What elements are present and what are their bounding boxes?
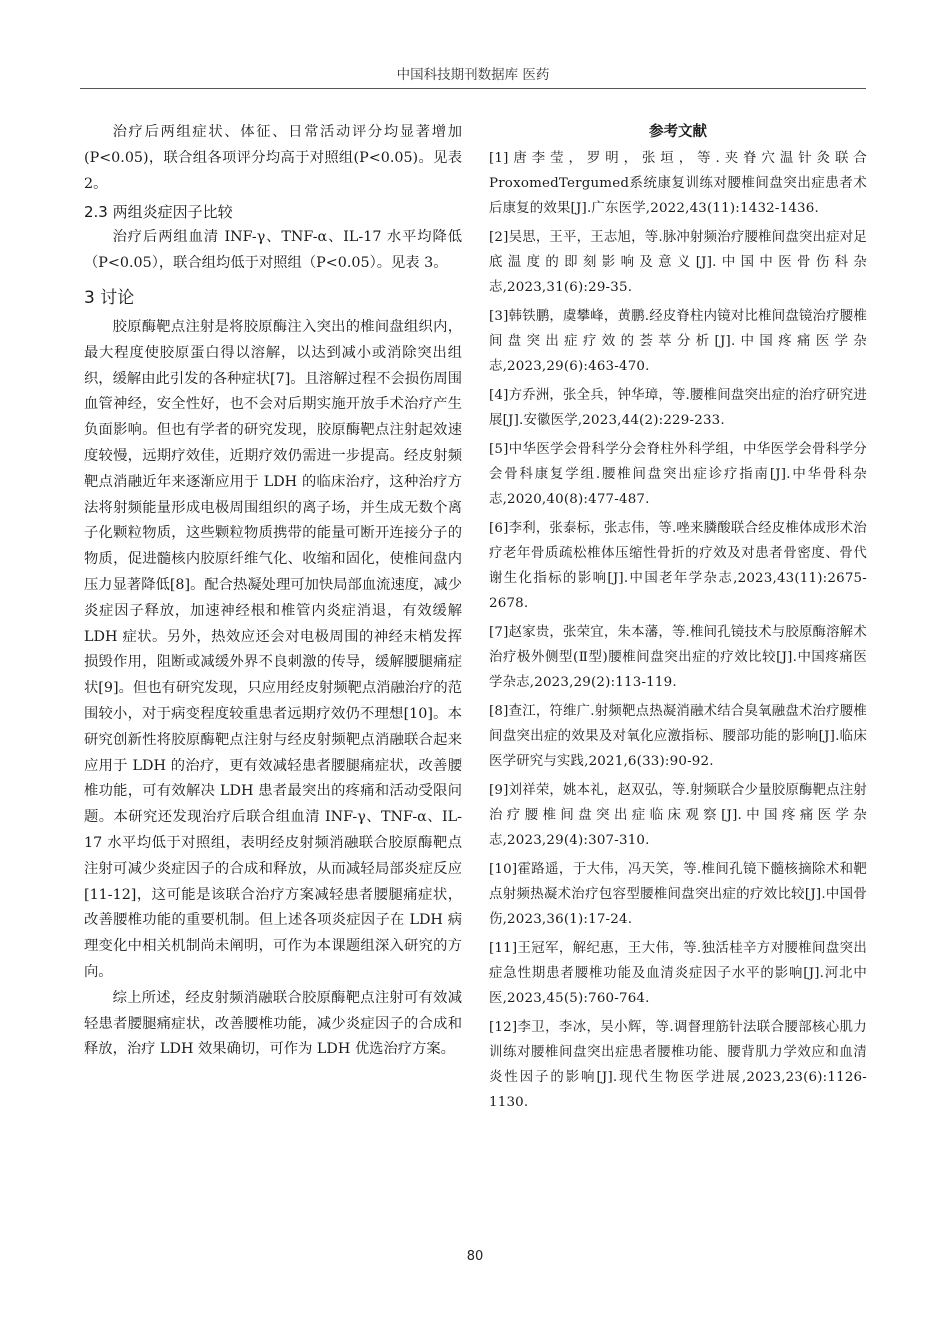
results-paragraph-table2: 治疗后两组症状、体征、日常活动评分均显著增加(P<0.05)，联合组各项评分均高于对照组(P<0.05)。见表 2。	[84, 124, 462, 192]
conclusion-paragraph: 综上所述，经皮射频消融联合胶原酶靶点注射可有效减轻患者腰腿痛症状，改善腰椎功能，减少炎症因子的合成和释放，治疗 LDH 效果确切，可作为 LDH 优选治疗方案。	[84, 989, 462, 1058]
reference-item: [2]吴思，王平，王志旭，等.脉冲射频治疗腰椎间盘突出症对足底温度的即刻影响及意义[J].中国中医骨伤科杂志,2023,31(6):29-35.	[489, 230, 867, 295]
reference-item: [8]查江，符维广.射频靶点热凝消融术结合臭氧融盘术治疗腰椎间盘突出症的效果及对氧化应激指标、腰部功能的影响[J].临床医学研究与实践,2021,6(33):90-92.	[489, 704, 867, 769]
reference-item: [9]刘祥荣，姚本礼，赵双弘，等.射频联合少量胶原酶靶点注射治疗腰椎间盘突出症临床观察[J].中国疼痛医学杂志,2023,29(4):307-310.	[489, 783, 867, 848]
reference-item: [5]中华医学会骨科学分会脊柱外科学组，中华医学会骨科学分会骨科康复学组.腰椎间盘突出症诊疗指南[J].中华骨科杂志,2020,40(8):477-487.	[489, 442, 867, 507]
results-paragraph-table3: 治疗后两组血清 INF-γ、TNF-α、IL-17 水平均降低（P<0.05），联合组均低于对照组（P<0.05）。见表 3。	[84, 229, 462, 272]
reference-item: [3]韩铁鹏，虞攀峰，黄鹏.经皮脊柱内镜对比椎间盘镜治疗腰椎间盘突出症疗效的荟萃分析[J].中国疼痛医学杂志,2023,29(6):463-470.	[489, 309, 867, 374]
reference-item: [10]霍路遥，于大伟，冯天笑，等.椎间孔镜下髓核摘除术和靶点射频热凝术治疗包容型腰椎间盘突出症的疗效比较[J].中国骨伤,2023,36(1):17-24.	[489, 862, 867, 927]
discussion-paragraph: 胶原酶靶点注射是将胶原酶注入突出的椎间盘组织内，最大程度使胶原蛋白得以溶解，以达到减小或消除突出组织，缓解由此引发的各种症状[7]。且溶解过程不会损伤周围血管神经，安全性好，也不会对后期实施开放手术治疗产生负面影响。但也有学者的研究发现，胶原酶靶点注射起效速度较慢，远期疗效佳，近期疗效仍需进一步提高。经皮射频靶点消融近年来逐渐应用于 LDH 的临床治疗，这种治疗方法将射频能量形成电极周围组织的离子场，并生成无数个离子化颗粒物质，这些颗粒物质携带的能量可断开连接分子的物质，促进髓核内胶原纤维气化、收缩和固化，使椎间盘内压力显著降低[8]。配合热凝处理可加快局部血流速度，减少炎症因子释放，加速神经根和椎管内炎症消退，有效缓解 LDH 症状。另外，热效应还会对电极周围的神经末梢发挥损毁作用，阻断或减缓外界不良刺激的传导，缓解腰腿痛症状[9]。但也有研究发现，只应用经皮射频靶点消融治疗的范围较小，对于病变程度较重患者远期疗效仍不理想[10]。本研究创新性将胶原酶靶点注射与经皮射频靶点消融联合起来应用于 LDH 的治疗，更有效减轻患者腰腿痛症状，改善腰椎功能，可有效解决 LDH 患者最突出的疼痛和活动受限问题。本研究还发现治疗后联合组血清 INF-γ、TNF-α、IL-17 水平均低于对照组，表明经皮射频消融联合胶原酶靶点注射可减少炎症因子的合成和释放，从而减轻局部炎症反应[11-12]，这可能是该联合治疗方案减轻患者腰腿痛症状，改善腰椎功能的重要机制。但上述各项炎症因子在 LDH 病理变化中相关机制尚未阐明，可作为本课题组深入研究的方向。	[84, 318, 462, 980]
references-title: 参考文献	[649, 124, 707, 140]
references-column	[489, 120, 867, 1119]
section-heading-discussion: 3 讨论	[84, 287, 135, 308]
header-rule	[80, 88, 866, 89]
section-heading-2-3: 2.3 两组炎症因子比较	[84, 203, 233, 222]
reference-item: [6]李利，张泰标，张志伟，等.唑来膦酸联合经皮椎体成形术治疗老年骨质疏松椎体压缩性骨折的疗效及对患者骨密度、骨代谢生化指标的影响[J].中国老年学杂志,2023,43(11):2675-2678.	[489, 521, 867, 611]
reference-item: [11]王冠军，解纪惠，王大伟，等.独活桂辛方对腰椎间盘突出症急性期患者腰椎功能及血清炎症因子水平的影响[J].河北中医,2023,45(5):760-764.	[489, 941, 867, 1006]
page-number: 80	[466, 1249, 484, 1264]
reference-item: [4]方乔洲，张全兵，钟华璋，等.腰椎间盘突出症的治疗研究进展[J].安徽医学,2023,44(2):229-233.	[489, 388, 867, 428]
reference-item: [7]赵家贵，张荣宜，朱本藩，等.椎间孔镜技术与胶原酶溶解术治疗极外侧型(Ⅱ型)腰椎间盘突出症的疗效比较[J].中国疼痛医学杂志,2023,29(2):113-119.	[489, 625, 867, 690]
reference-item: [12]李卫，李冰，吴小辉，等.调督理筋针法联合腰部核心肌力训练对腰椎间盘突出症患者腰椎功能、腰背肌力学效应和血清炎性因子的影响[J].现代生物医学进展,2023,23(6):1126-1130.	[489, 1020, 867, 1110]
reference-item: [1]唐李莹，罗明，张垣，等.夹脊穴温针灸联合ProxomedTergumed系统康复训练对腰椎间盘突出症患者术后康复的效果[J].广东医学,2022,43(11):1432-1436.	[489, 151, 867, 216]
left-column	[84, 120, 462, 1063]
running-header: 中国科技期刊数据库 医药	[396, 67, 550, 83]
